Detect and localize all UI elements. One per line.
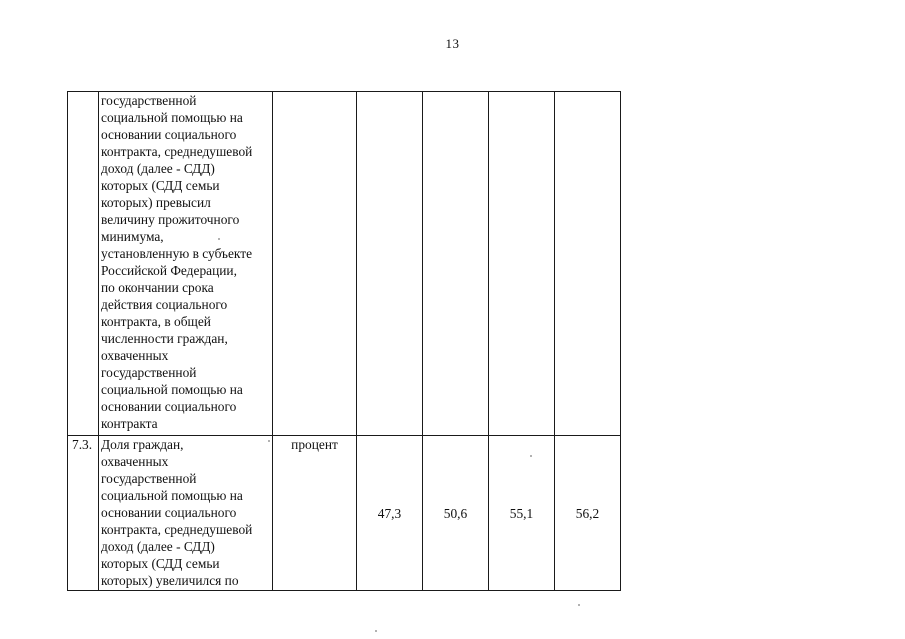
value-cell <box>423 92 489 436</box>
value-cell <box>357 92 423 436</box>
indicator-table <box>67 91 621 591</box>
row-number-cell: 7.3. <box>68 436 99 591</box>
unit-cell <box>273 92 357 436</box>
table-row <box>68 436 621 591</box>
scan-speck <box>218 238 220 240</box>
value-cell: 50,6 <box>423 436 489 591</box>
scan-speck <box>530 455 532 457</box>
scan-speck <box>578 604 580 606</box>
indicator-name-cell: государственной социальной помощью на основании социального контракта, среднедушевой доход (далее - СДД) которых (СДД семьи которых) превысил величину прожиточного минимума, установленную в субъекте Российской Федерации, по окончании срока действия социального контракта, в общей численности граждан, охваченных государственной социальной помощью на основании социального контракта <box>99 92 273 436</box>
page-number: 13 <box>445 36 460 51</box>
table-row <box>68 92 621 436</box>
value-cell <box>555 92 621 436</box>
scan-speck <box>375 630 377 632</box>
value-cell: 47,3 <box>357 436 423 591</box>
value-cell: 55,1 <box>489 436 555 591</box>
value-cell: 56,2 <box>555 436 621 591</box>
scan-speck <box>268 440 270 442</box>
indicator-name-cell: Доля граждан, охваченных государственной социальной помощью на основании социального контракта, среднедушевой доход (далее - СДД) которых (СДД семьи которых) увеличился по <box>99 436 273 591</box>
value-cell <box>489 92 555 436</box>
row-number-cell <box>68 92 99 436</box>
unit-cell: процент <box>273 436 357 591</box>
